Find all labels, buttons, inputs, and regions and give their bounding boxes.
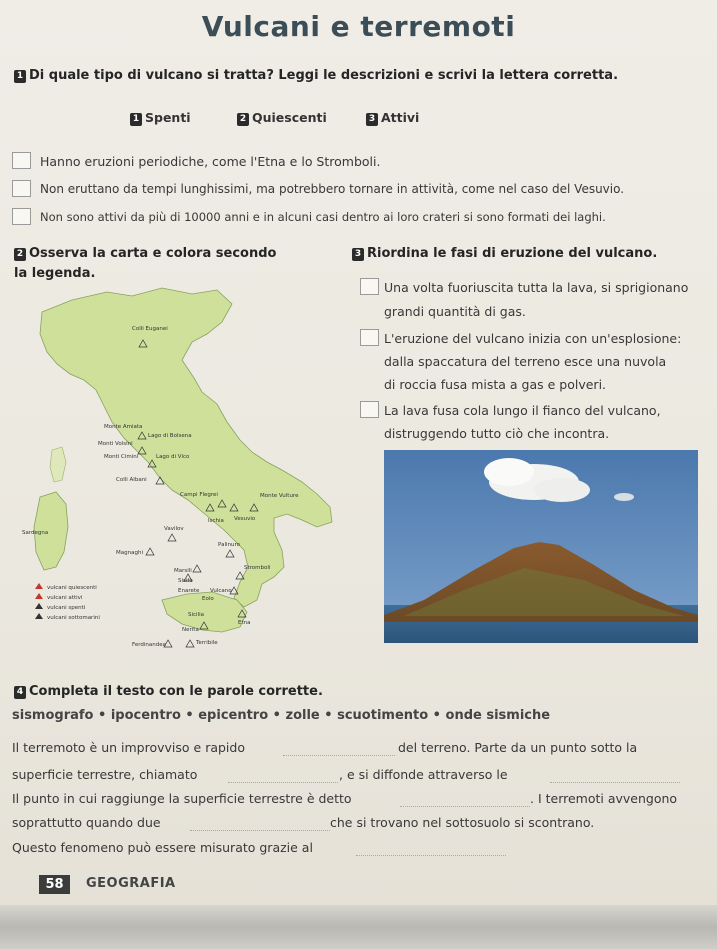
label-nerita: Nerita [182, 627, 199, 633]
label-etna: Etna [238, 620, 251, 626]
order-box-1[interactable] [360, 278, 379, 295]
blank-3[interactable] [550, 782, 680, 783]
label-stromboli: Stromboli [244, 565, 271, 571]
exercise-3-text: Riordina le fasi di eruzione del vulcano. [367, 246, 658, 261]
label-eolo: Eolo [202, 596, 214, 602]
exercise-3-number: 3 [352, 248, 364, 261]
option-2 [237, 110, 327, 126]
label-lago-bolsena: Lago di Bolsena [148, 433, 192, 439]
label-monte-vulture: Monte Vulture [260, 493, 299, 499]
label-monti-cimini: Monti Cimini [104, 454, 139, 460]
page-edge-shadow [0, 905, 717, 949]
exercise-1-number: 1 [14, 70, 26, 83]
option-1-label: Spenti [145, 110, 191, 125]
label-colli-albani: Colli Albani [116, 477, 147, 483]
exercise-2-question [14, 246, 276, 261]
legend-marker-quiescenti [35, 583, 43, 589]
exercise-2-line2: la legenda. [14, 266, 96, 281]
label-sisifo: Sisifo [178, 578, 193, 584]
label-enarete: Enarete [178, 588, 200, 594]
description-3: Non sono attivi da più di 10000 anni e in alcuni casi dentro ai loro crateri si sono formati dei laghi. [40, 210, 606, 224]
legend-label-sottomarini: vulcani sottomarini [47, 615, 100, 621]
volcano-marker-palinuro[interactable] [226, 550, 234, 557]
phase-2-line3: di roccia fusa mista a gas e polveri. [384, 377, 607, 392]
italy-volcano-map [12, 282, 342, 662]
phase-2-line2: dalla spaccatura del terreno esce una nuvola [384, 354, 667, 369]
label-palinuro: Palinuro [218, 542, 240, 548]
italy-mainland-shape [40, 288, 332, 607]
answer-box-3[interactable] [12, 208, 31, 225]
phase-2-line1: L'eruzione del vulcano inizia con un'esplosione: [384, 331, 682, 346]
exercise-4-number: 4 [14, 686, 26, 699]
blank-6[interactable] [356, 855, 506, 856]
phase-3-line2: distruggendo tutto ciò che incontra. [384, 426, 610, 441]
label-vesuvio: Vesuvio [234, 516, 256, 522]
answer-box-2[interactable] [12, 180, 31, 197]
legend-marker-attivi [35, 593, 43, 599]
word-bank: sismografo • ipocentro • epicentro • zolle • scuotimento • onde sismiche [12, 708, 551, 723]
exercise-4-question [14, 684, 323, 699]
subject-label: GEOGRAFIA [86, 876, 176, 891]
option-3 [366, 110, 419, 126]
text-line-1b: del terreno. Parte da un punto sotto la [398, 740, 638, 755]
label-terribile: Terribile [196, 640, 218, 646]
label-lago-vico: Lago di Vico [156, 454, 190, 460]
label-magnaghi: Magnaghi [116, 550, 143, 556]
order-box-2[interactable] [360, 329, 379, 346]
text-line-3b: . I terremoti avvengono [530, 791, 678, 806]
legend-marker-spenti [35, 603, 43, 609]
page-title: Vulcani e terremoti [201, 10, 516, 43]
label-marsili: Marsili [174, 568, 192, 574]
exercise-2-number: 2 [14, 248, 26, 261]
blank-4[interactable] [400, 806, 530, 807]
page-number: 58 [39, 875, 70, 894]
option-2-number: 2 [237, 113, 249, 126]
label-vulcano: Vulcano [210, 588, 232, 594]
stromboli-photo [384, 450, 698, 643]
text-line-3a: Il punto in cui raggiunge la superficie terrestre è detto [12, 791, 352, 806]
option-1 [130, 110, 191, 126]
legend-marker-sottomarini [35, 613, 43, 619]
legend-label-quiescenti: vulcani quiescenti [47, 585, 97, 591]
blank-1[interactable] [283, 755, 395, 756]
exercise-4-text: Completa il testo con le parole corrette. [29, 684, 323, 699]
text-line-4b: che si trovano nel sottosuolo si scontrano. [330, 815, 595, 830]
label-ischia: Ischia [208, 518, 224, 524]
map-legend [35, 583, 100, 621]
corsica-shape [50, 447, 66, 482]
legend-label-spenti: vulcani spenti [47, 605, 86, 611]
blank-2[interactable] [228, 782, 338, 783]
exercise-2-line1: Osserva la carta e colora secondo [29, 246, 277, 261]
description-2: Non eruttano da tempi lunghissimi, ma potrebbero tornare in attività, come nel caso del Vesuvio. [40, 182, 625, 196]
option-3-label: Attivi [381, 110, 420, 125]
text-line-2a: superficie terrestre, chiamato [12, 767, 198, 782]
text-line-1a: Il terremoto è un improvviso e rapido [12, 740, 245, 755]
legend-label-attivi: vulcani attivi [47, 595, 83, 601]
label-sardegna: Sardegna [22, 530, 49, 536]
volcano-marker-magnaghi[interactable] [146, 548, 154, 555]
exercise-3-question [352, 246, 657, 261]
label-colli-euganei: Colli Euganei [132, 326, 168, 332]
phase-3-line1: La lava fusa cola lungo il fianco del vulcano, [384, 403, 661, 418]
option-3-number: 3 [366, 113, 378, 126]
label-sicilia: Sicilia [188, 612, 204, 618]
phase-1-line1: Una volta fuoriuscita tutta la lava, si sprigionano [384, 280, 689, 295]
exercise-1-text: Di quale tipo di vulcano si tratta? Leggi le descrizioni e scrivi la lettera corretta. [29, 68, 619, 83]
text-line-5a: Questo fenomeno può essere misurato grazie al [12, 840, 313, 855]
answer-box-1[interactable] [12, 152, 31, 169]
option-1-number: 1 [130, 113, 142, 126]
label-campi-flegrei: Campi Flegrei [180, 492, 218, 498]
description-1: Hanno eruzioni periodiche, come l'Etna e lo Stromboli. [40, 154, 381, 169]
label-monti-volsini: Monti Volsini [98, 441, 133, 447]
volcano-marker-terribile[interactable] [186, 640, 194, 647]
text-line-2b: , e si diffonde attraverso le [339, 767, 508, 782]
label-ferdinandea: Ferdinandea [132, 642, 167, 648]
phase-1-line2: grandi quantità di gas. [384, 304, 526, 319]
label-monte-amiata: Monte Amiata [104, 424, 143, 430]
volcano-marker-vavilov[interactable] [168, 534, 176, 541]
order-box-3[interactable] [360, 401, 379, 418]
exercise-1-question [14, 68, 618, 83]
blank-5[interactable] [190, 830, 330, 831]
option-2-label: Quiescenti [252, 110, 327, 125]
label-vavilov: Vavilov [164, 526, 184, 532]
volcano-marker-marsili[interactable] [193, 565, 201, 572]
text-line-4a: soprattutto quando due [12, 815, 161, 830]
